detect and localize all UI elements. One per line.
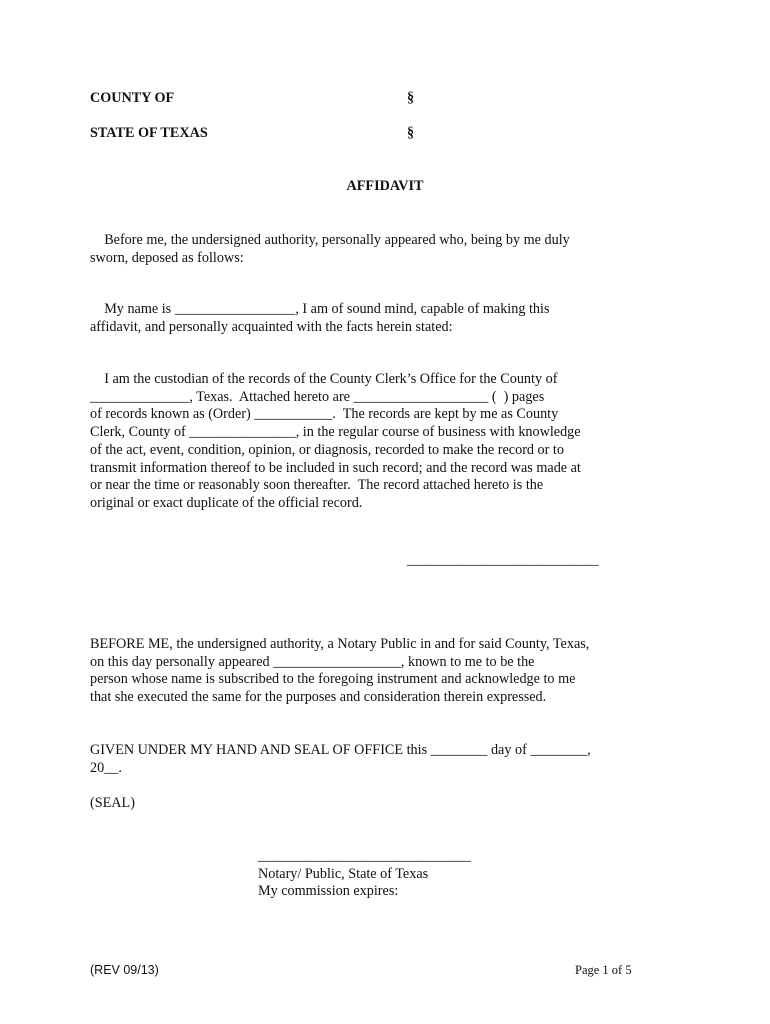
custodian-line-2: ______________, Texas. Attached hereto are ___________________ ( ) pages [90, 388, 545, 405]
notary-signature-line: ______________________________ [258, 848, 471, 864]
intro-paragraph [90, 232, 690, 267]
custodian-line-4: Clerk, County of _______________, in the regular course of business with knowledge [90, 424, 581, 441]
custodian-line-8: original or exact duplicate of the official record. [90, 494, 363, 511]
revision-label: (REV 09/13) [90, 963, 159, 977]
custodian-paragraph [90, 371, 690, 513]
name-line-1: My name is _________________, I am of sound mind, capable of making this [90, 301, 550, 317]
intro-line-1: Before me, the undersigned authority, personally appeared who, being by me duly [90, 232, 570, 248]
notary-title: Notary/ Public, State of Texas [258, 865, 429, 882]
notary-line-4: that she executed the same for the purposes and consideration therein expressed. [90, 689, 547, 706]
section-symbol-2: § [407, 125, 415, 141]
affiant-signature-line: ___________________________ [407, 552, 599, 568]
county-of-label: COUNTY OF [90, 90, 175, 106]
custodian-line-7: or near the time or reasonably soon thereafter. The record attached hereto is the [90, 477, 544, 494]
seal-label: (SEAL) [90, 795, 135, 811]
name-paragraph [90, 301, 690, 336]
custodian-line-1: I am the custodian of the records of the County Clerk’s Office for the County of [90, 371, 558, 387]
custodian-line-5: of the act, event, condition, opinion, or diagnosis, recorded to make the record or to [90, 441, 564, 458]
intro-line-2: sworn, deposed as follows: [90, 249, 244, 266]
section-symbol-1: § [407, 90, 415, 106]
given-line-2: 20__. [90, 759, 122, 776]
state-of-texas-label: STATE OF TEXAS [90, 125, 208, 141]
page-number: Page 1 of 5 [575, 963, 632, 977]
notary-line-1: BEFORE ME, the undersigned authority, a Notary Public in and for said County, Texas, [90, 636, 590, 652]
custodian-line-6: transmit information thereof to be included in such record; and the record was made at [90, 459, 581, 476]
document-title: AFFIDAVIT [346, 178, 424, 194]
custodian-line-3: of records known as (Order) ___________. The records are kept by me as County [90, 406, 559, 423]
commission-expires: My commission expires: [258, 883, 399, 900]
notary-signature-block [258, 848, 471, 901]
notary-line-3: person whose name is subscribed to the foregoing instrument and acknowledge to me [90, 671, 576, 688]
notary-paragraph [90, 636, 690, 707]
given-paragraph [90, 742, 690, 777]
name-line-2: affidavit, and personally acquainted with the facts herein stated: [90, 318, 453, 335]
notary-line-2: on this day personally appeared __________________, known to me to be the [90, 653, 535, 670]
given-line-1: GIVEN UNDER MY HAND AND SEAL OF OFFICE this ________ day of ________, [90, 742, 591, 758]
